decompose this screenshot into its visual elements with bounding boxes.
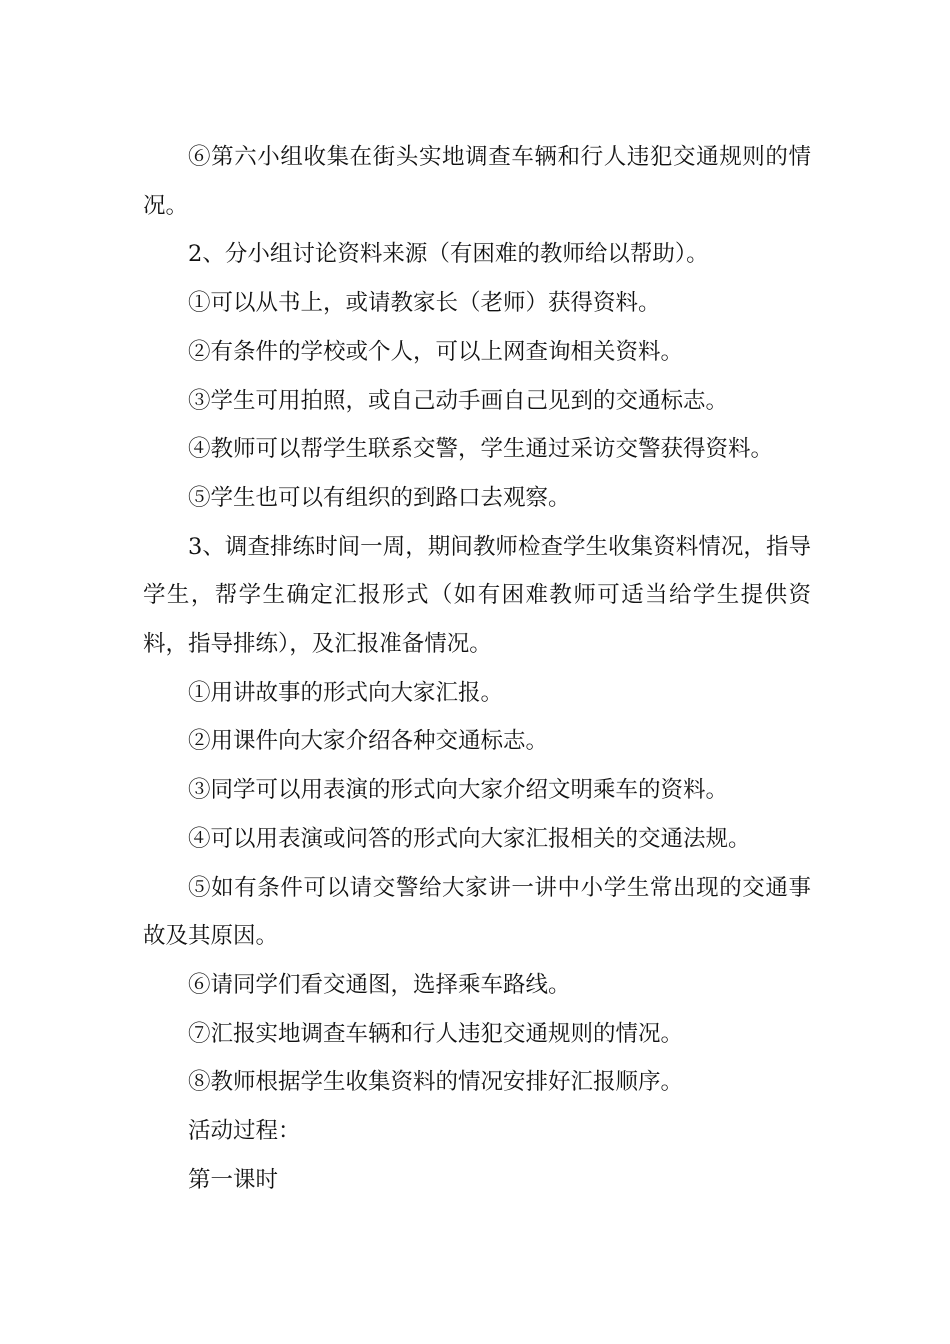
- paragraph: ⑤如有条件可以请交警给大家讲一讲中小学生常出现的交通事故及其原因。: [143, 874, 811, 950]
- section-label: 第一课时: [188, 1166, 279, 1193]
- paragraph: ②用课件向大家介绍各种交通标志。: [188, 728, 549, 755]
- paragraph: ③同学可以用表演的形式向大家介绍文明乘车的资料。: [188, 777, 729, 804]
- paragraph: 3、调查排练时间一周，期间教师检查学生收集资料情况，指导学生，帮学生确定汇报形式（如有困难教师可适当给学生提供资料，指导排练），及汇报准备情况。: [143, 533, 811, 658]
- paragraph: ③学生可用拍照，或自己动手画自己见到的交通标志。: [188, 387, 729, 414]
- paragraph: 2、分小组讨论资料来源（有困难的教师给以帮助）。: [188, 241, 709, 268]
- paragraph: ⑤学生也可以有组织的到路口去观察。: [188, 484, 571, 511]
- paragraph: ②有条件的学校或个人，可以上网查询相关资料。: [188, 338, 684, 365]
- paragraph: ④教师可以帮学生联系交警，学生通过采访交警获得资料。: [188, 436, 774, 463]
- paragraph: ④可以用表演或问答的形式向大家汇报相关的交通法规。: [188, 825, 751, 852]
- paragraph: ⑧教师根据学生收集资料的情况安排好汇报顺序。: [188, 1069, 684, 1096]
- paragraph: ①可以从书上，或请教家长（老师）获得资料。: [188, 290, 661, 317]
- paragraph: ①用讲故事的形式向大家汇报。: [188, 679, 504, 706]
- paragraph: ⑥请同学们看交通图，选择乘车路线。: [188, 971, 571, 998]
- document-body: [143, 133, 811, 1204]
- paragraph: ⑥第六小组收集在街头实地调查车辆和行人违犯交通规则的情况。: [143, 144, 811, 219]
- paragraph: ⑦汇报实地调查车辆和行人违犯交通规则的情况。: [188, 1020, 684, 1047]
- section-label: 活动过程：: [188, 1118, 301, 1145]
